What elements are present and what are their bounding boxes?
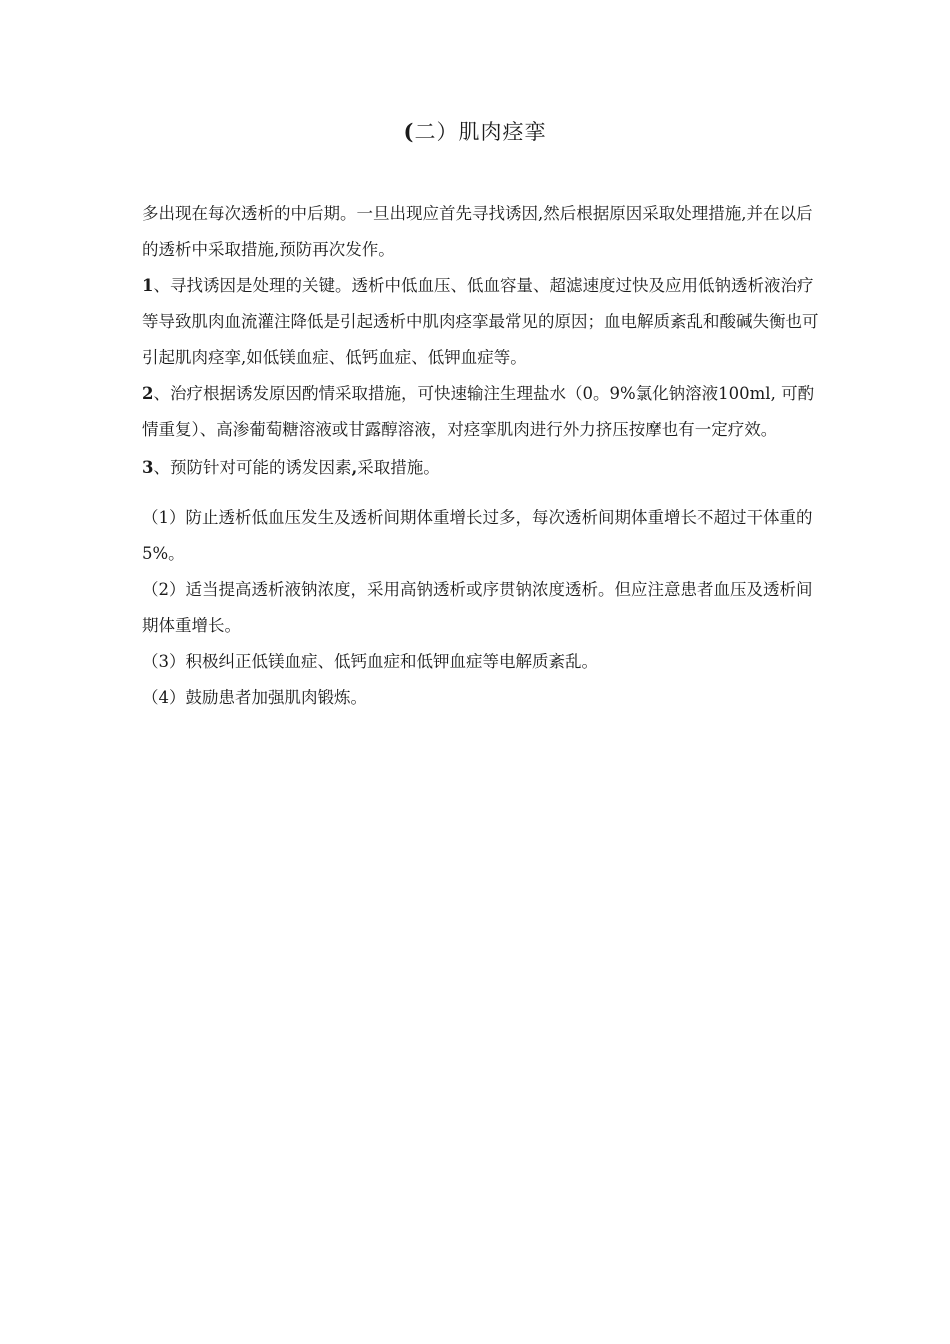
subitem-3-paragraph: （3）积极纠正低镁血症、低钙血症和低钾血症等电解质紊乱。 (142, 652, 598, 671)
item-1-paragraph (142, 268, 822, 376)
item-3-comma: , (351, 458, 358, 477)
section-title (0, 116, 950, 146)
subitem-2-paragraph: （2）适当提高透析液钠浓度，采用高钠透析或序贯钠浓度透析。但应注意患者血压及透析间期体重增长。 (142, 580, 813, 635)
title-paren: ( (403, 119, 415, 144)
title-text: 二）肌肉痉挛 (414, 120, 547, 144)
subitem-1-paragraph: （1）防止透析低血压发生及透析间期体重增长过多，每次透析间期体重增长不超过干体重的5%。 (142, 508, 813, 563)
item-3-paragraph (142, 450, 822, 486)
item-3-number: 3 (142, 458, 154, 477)
intro-paragraph: 多出现在每次透析的中后期。一旦出现应首先寻找诱因,然后根据原因采取处理措施,并在以后的透析中采取措施,预防再次发作。 (142, 204, 813, 259)
item-2-text: 、治疗根据诱发原因酌情采取措施，可快速输注生理盐水（0。9%氯化钠溶液100ml, 可酌情重复）、高渗葡萄糖溶液或甘露醇溶液，对痉挛肌肉进行外力挤压按摩也有一定疗效。 (142, 384, 815, 439)
item-2-paragraph (142, 376, 822, 448)
item-2-number: 2 (142, 384, 154, 403)
item-3-text-a: 、预防针对可能的诱发因素 (153, 458, 352, 477)
document-body (142, 196, 822, 716)
item-1-number: 1 (142, 276, 154, 295)
subitem-4-paragraph: （4）鼓励患者加强肌肉锻炼。 (142, 688, 367, 707)
item-1-text: 、寻找诱因是处理的关键。透析中低血压、低血容量、超滤速度过快及应用低钠透析液治疗等导致肌肉血流灌注降低是引起透析中肌肉痉挛最常见的原因；血电解质紊乱和酸碱失衡也可引起肌肉痉挛,如低镁血症、低钙血症、低钾血症等。 (142, 276, 819, 367)
item-3-text-c: 采取措施。 (357, 458, 440, 477)
